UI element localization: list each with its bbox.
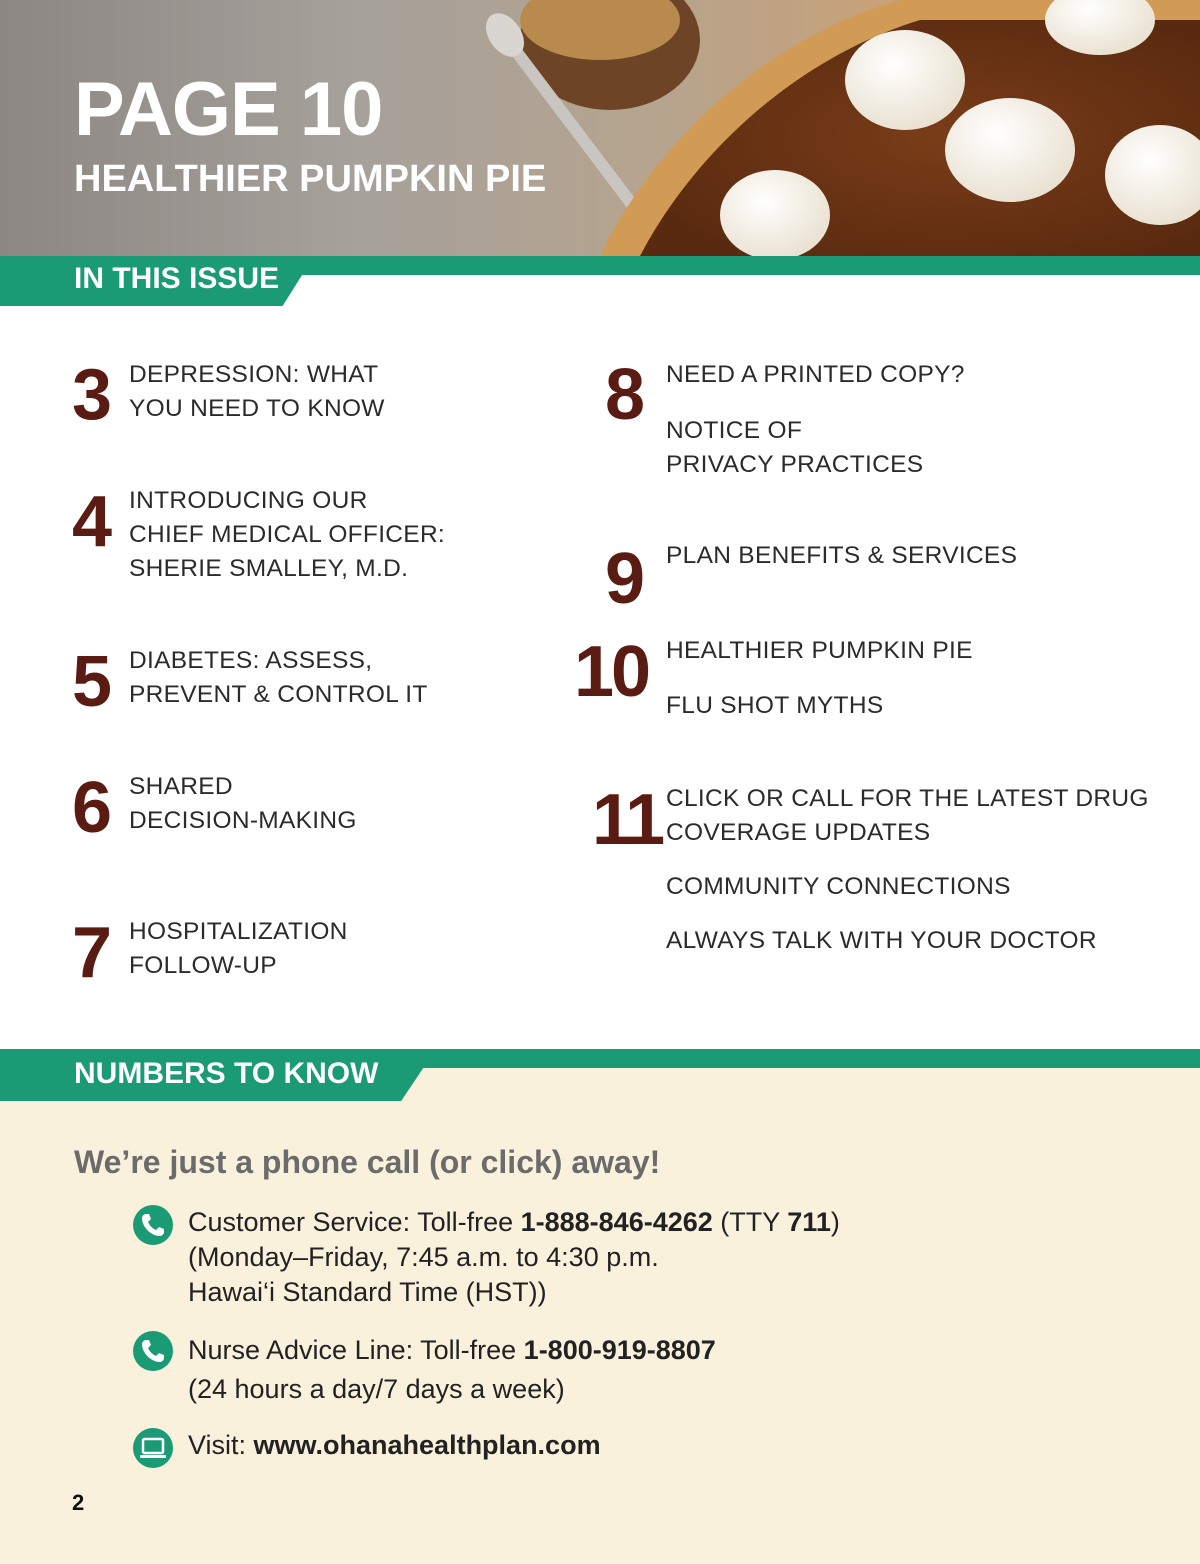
phone-icon: [133, 1331, 173, 1371]
customer-service-timezone: Hawai‘i Standard Time (HST)): [188, 1277, 547, 1307]
toc-line: COMMUNITY CONNECTIONS: [666, 873, 1011, 900]
toc-line: COVERAGE UPDATES: [666, 819, 931, 846]
toc-line: CHIEF MEDICAL OFFICER:: [129, 521, 446, 548]
hero-subtitle: HEALTHIER PUMPKIN PIE: [74, 158, 547, 200]
numbers-intro: We’re just a phone call (or click) away!: [74, 1144, 661, 1180]
page-number: 2: [72, 1490, 85, 1515]
nurse-advice-label: Nurse Advice Line: Toll-free: [188, 1335, 524, 1365]
toc-line: FOLLOW-UP: [129, 952, 277, 979]
toc-page-number: 8: [605, 355, 643, 435]
toc-line: HEALTHIER PUMPKIN PIE: [666, 637, 973, 664]
toc-subtitle: [666, 689, 883, 723]
toc-subtitle: [666, 924, 1097, 958]
customer-service-phone[interactable]: 1-888-846-4262: [520, 1207, 713, 1237]
toc-title: [666, 634, 973, 668]
toc-line: ALWAYS TALK WITH YOUR DOCTOR: [666, 927, 1097, 954]
numbers-to-know-heading: NUMBERS TO KNOW: [74, 1057, 379, 1090]
toc-line: NEED A PRINTED COPY?: [666, 361, 965, 388]
customer-service-label: Customer Service: Toll-free: [188, 1207, 521, 1237]
toc-line: HOSPITALIZATION: [129, 918, 348, 945]
toc-page-number: 4: [72, 482, 110, 562]
phone-icon: [133, 1205, 173, 1245]
toc-page-number: 9: [605, 539, 643, 619]
toc-line: PREVENT & CONTROL IT: [129, 681, 428, 708]
toc-title: [129, 358, 385, 426]
in-this-issue-banner: [0, 256, 1200, 306]
nurse-advice-line: [188, 1331, 716, 1370]
toc-line: DECISION-MAKING: [129, 807, 357, 834]
toc-line: CLICK OR CALL FOR THE LATEST DRUG: [666, 785, 1149, 812]
computer-icon: [133, 1428, 173, 1468]
toc-title: [129, 915, 348, 983]
website-link[interactable]: www.ohanahealthplan.com: [253, 1430, 601, 1460]
toc-line: PRIVACY PRACTICES: [666, 451, 924, 478]
toc-line: INTRODUCING OUR: [129, 487, 368, 514]
nurse-advice-text: [188, 1331, 716, 1409]
toc-title: [666, 358, 965, 392]
toc-title: [129, 644, 428, 712]
nurse-advice-hours: (24 hours a day/7 days a week): [188, 1374, 565, 1404]
toc-title: [666, 782, 1149, 850]
hero-title: PAGE 10: [74, 67, 383, 152]
toc-page-number: 3: [72, 355, 110, 435]
toc-line: PLAN BENEFITS & SERVICES: [666, 542, 1018, 569]
toc-page-number: 7: [72, 913, 110, 993]
in-this-issue-heading: IN THIS ISSUE: [74, 262, 280, 295]
toc-page-number: 6: [72, 768, 110, 848]
toc-line: DEPRESSION: WHAT: [129, 361, 379, 388]
tty-suffix: ): [830, 1207, 840, 1237]
toc-page-number: 5: [72, 642, 110, 722]
customer-service-line: [188, 1205, 840, 1240]
toc-title: [666, 539, 1017, 573]
toc-line: NOTICE OF: [666, 417, 803, 444]
toc-subtitle: [666, 870, 1011, 904]
tty-number[interactable]: 711: [787, 1207, 831, 1237]
toc-line: FLU SHOT MYTHS: [666, 692, 884, 719]
hero-banner: [0, 0, 1200, 256]
toc-subtitle: [666, 414, 923, 482]
nurse-advice-phone[interactable]: 1-800-919-8807: [523, 1335, 716, 1365]
toc-title: [129, 770, 357, 838]
toc-page-number: 11: [592, 780, 663, 860]
customer-service-hours: (Monday–Friday, 7:45 a.m. to 4:30 p.m.: [188, 1242, 659, 1272]
toc-line: YOU NEED TO KNOW: [129, 395, 385, 422]
customer-service-text: [188, 1205, 840, 1310]
toc-page-number: 10: [574, 632, 649, 712]
website-line: [188, 1428, 601, 1463]
website-label: Visit:: [188, 1430, 254, 1460]
toc-line: DIABETES: ASSESS,: [129, 647, 373, 674]
toc-line: SHARED: [129, 773, 233, 800]
website-text: [188, 1428, 601, 1463]
numbers-to-know-banner: [0, 1049, 1200, 1101]
toc-line: SHERIE SMALLEY, M.D.: [129, 555, 409, 582]
tty-prefix: (TTY: [712, 1207, 788, 1237]
toc-title: [129, 484, 445, 586]
